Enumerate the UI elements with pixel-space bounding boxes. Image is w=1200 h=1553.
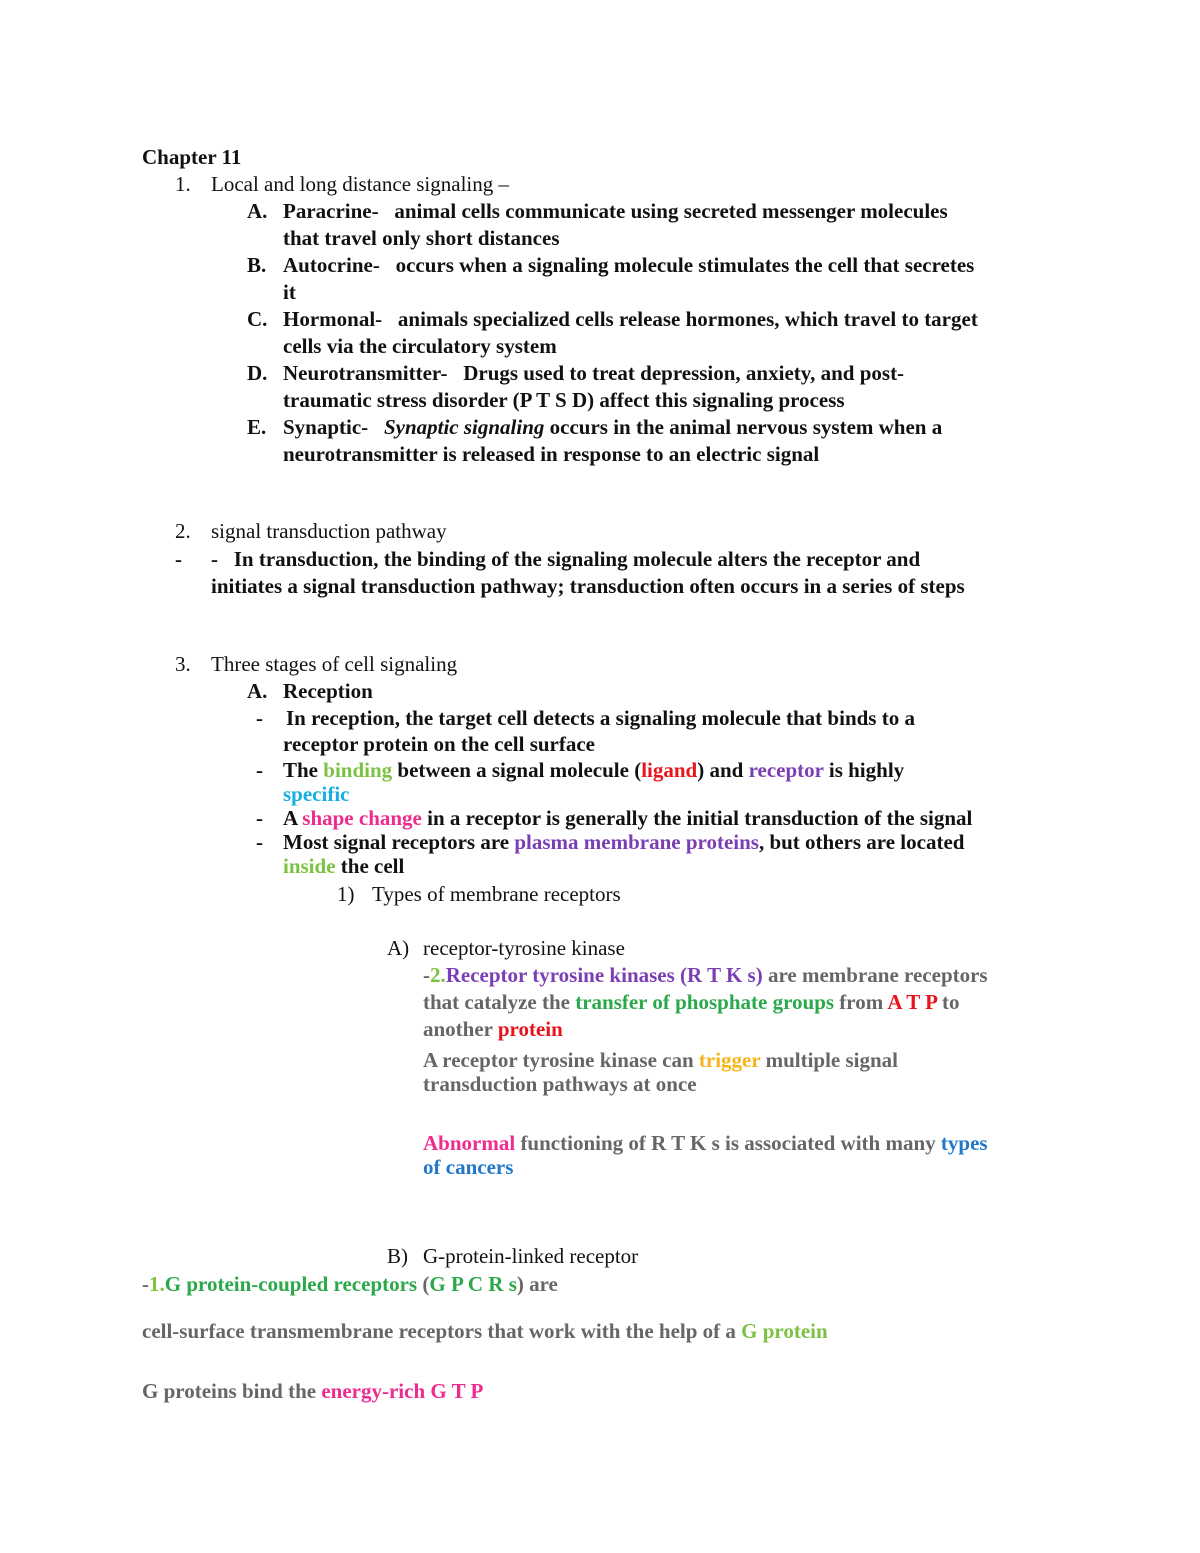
rtk-cancer-line: Abnormal functioning of R T K s is associated with many types (423, 1131, 988, 1155)
section-1-title: Local and long distance signaling – (211, 172, 510, 196)
bullet-dash-2: - (256, 758, 263, 782)
item-synaptic-cont: neurotransmitter is released in response to an electric signal (283, 442, 820, 466)
gpcr-number: B) (387, 1244, 408, 1268)
item-b-letter: B. (247, 253, 267, 277)
rtk-cancer-line-cont: of cancers (423, 1155, 514, 1179)
item-autocrine-cont: it (283, 280, 296, 304)
types-number: 1) (337, 882, 355, 906)
item-e-letter: E. (247, 415, 267, 439)
bullet-dash-1: - (256, 706, 263, 730)
item-paracrine: Paracrine- animal cells communicate using secreted messenger molecules (283, 199, 948, 223)
reception-bullet-3: A shape change in a receptor is generally the initial transduction of the signal (283, 806, 973, 830)
chapter-title: Chapter 11 (142, 145, 242, 169)
gpcr-line-2: cell-surface transmembrane receptors that work with the help of a G protein (142, 1319, 828, 1343)
item-hormonal-cont: cells via the circulatory system (283, 334, 557, 358)
item-a-letter: A. (247, 199, 268, 223)
reception-bullet-2-cont: specific (283, 782, 350, 806)
rtk-line-3: another protein (423, 1017, 563, 1041)
item-hormonal: Hormonal- animals specialized cells release hormones, which travel to target (283, 307, 978, 331)
gpcr-title: G-protein-linked receptor (423, 1244, 639, 1268)
item-neurotransmitter-cont: traumatic stress disorder (P T S D) affect this signaling process (283, 388, 845, 412)
rtk-number: A) (387, 936, 410, 960)
section-2-title: signal transduction pathway (211, 519, 447, 543)
reception-bullet-2: The binding between a signal molecule (ligand) and receptor is highly (283, 758, 905, 782)
reception-letter: A. (247, 679, 268, 703)
section-3-number: 3. (175, 652, 191, 676)
reception-bullet-4: Most signal receptors are plasma membrane proteins, but others are located (283, 830, 965, 854)
item-c-letter: C. (247, 307, 268, 331)
bullet-dash-3: - (256, 806, 263, 830)
rtk-line-1: -2.Receptor tyrosine kinases (R T K s) are membrane receptors (423, 963, 988, 987)
item-synaptic: Synaptic- Synaptic signaling occurs in the animal nervous system when a (283, 415, 943, 439)
types-title: Types of membrane receptors (372, 882, 621, 906)
section-3-title: Three stages of cell signaling (211, 652, 458, 676)
gpcr-line-1: -1.G protein-coupled receptors (G P C R s) are (142, 1272, 558, 1296)
rtk-trigger-line-cont: transduction pathways at once (423, 1072, 697, 1096)
section-2-dash-outer: - (175, 547, 182, 571)
reception-bullet-1: In reception, the target cell detects a signaling molecule that binds to a (286, 706, 915, 730)
item-d-letter: D. (247, 361, 268, 385)
item-paracrine-cont: that travel only short distances (283, 226, 560, 250)
rtk-trigger-line: A receptor tyrosine kinase can trigger multiple signal (423, 1048, 899, 1072)
reception-bullet-4-cont: inside the cell (283, 854, 405, 878)
reception-bullet-1-cont: receptor protein on the cell surface (283, 732, 596, 756)
section-2-bullet-cont: initiates a signal transduction pathway; transduction often occurs in a series of steps (211, 574, 965, 598)
item-neurotransmitter: Neurotransmitter- Drugs used to treat depression, anxiety, and post- (283, 361, 905, 385)
rtk-title: receptor-tyrosine kinase (423, 936, 625, 960)
reception-heading: Reception (283, 679, 373, 703)
section-2-number: 2. (175, 519, 191, 543)
bullet-dash-4: - (256, 830, 263, 854)
item-autocrine: Autocrine- occurs when a signaling molecule stimulates the cell that secretes (283, 253, 975, 277)
rtk-line-2: that catalyze the transfer of phosphate groups from A T P to (423, 990, 960, 1014)
section-2-bullet: - In transduction, the binding of the signaling molecule alters the receptor and (211, 547, 921, 571)
section-1-number: 1. (175, 172, 191, 196)
gpcr-line-3: G proteins bind the energy-rich G T P (142, 1379, 484, 1403)
